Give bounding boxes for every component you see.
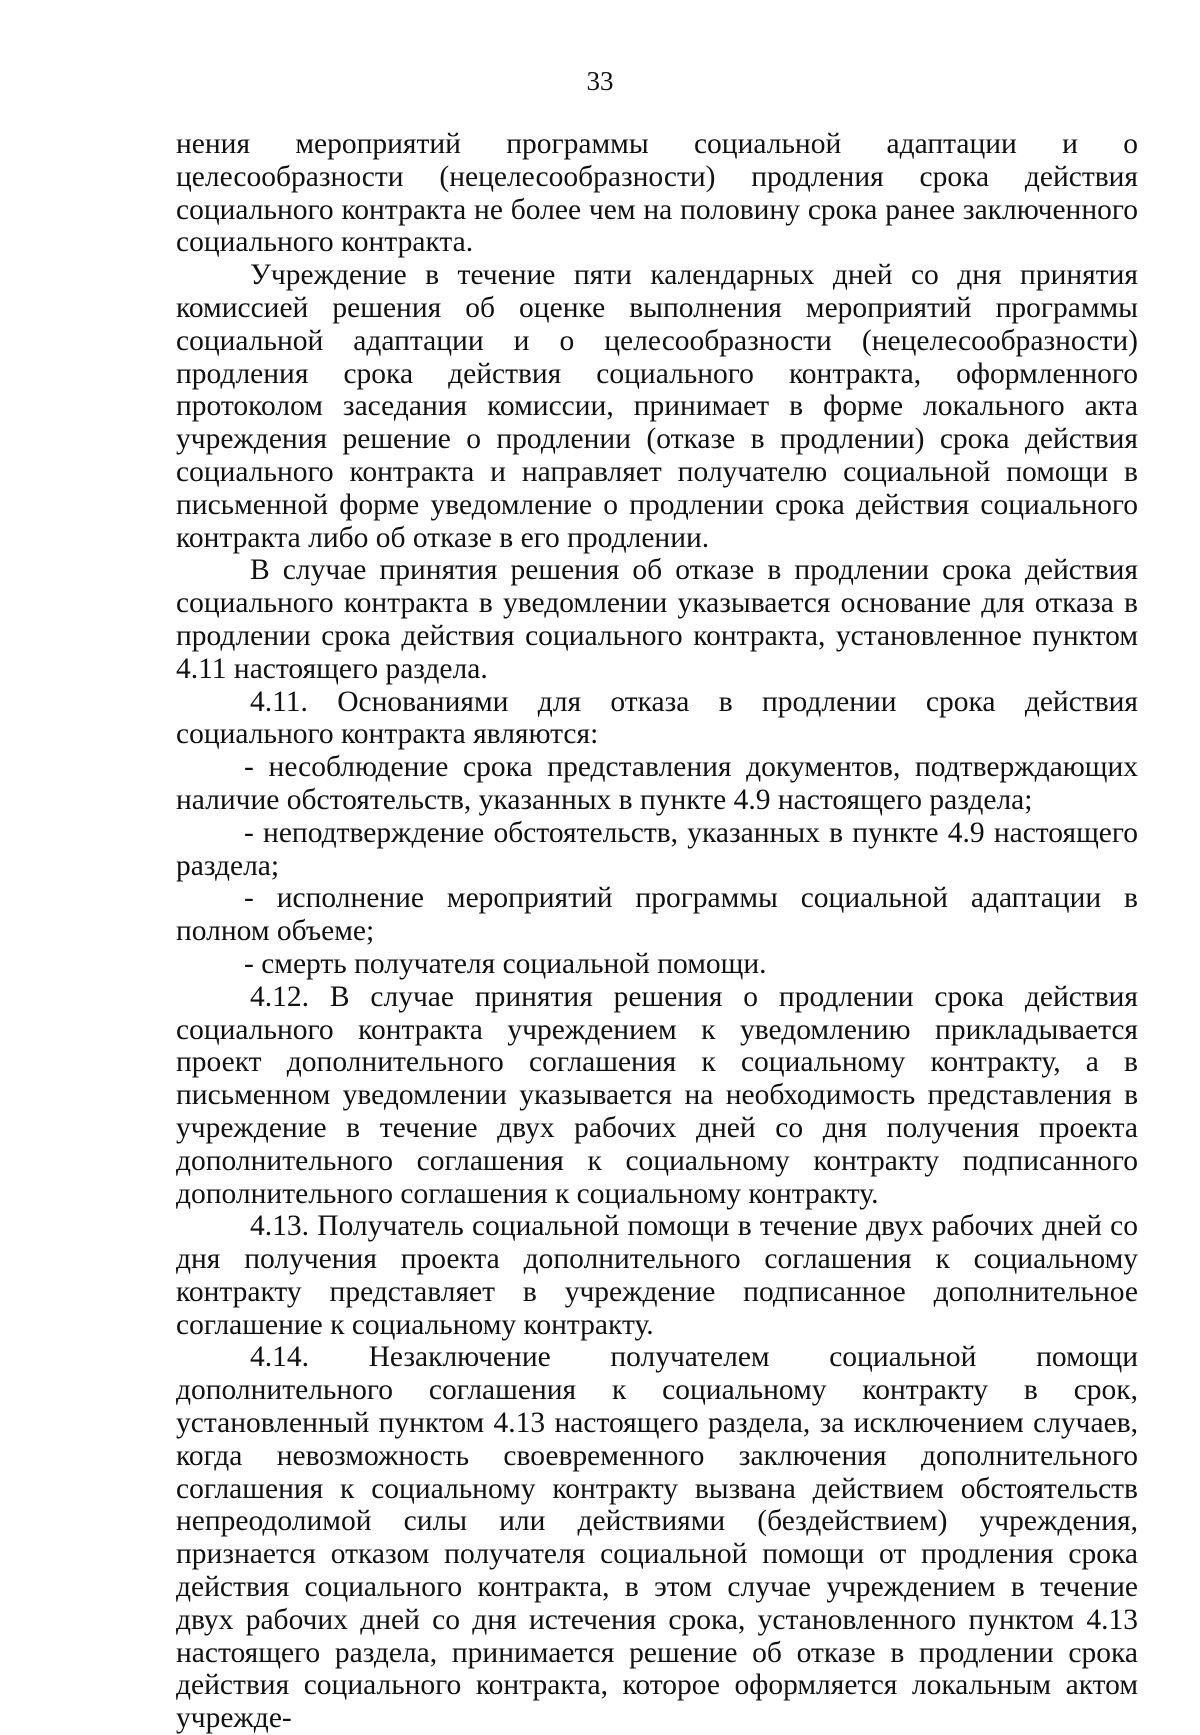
paragraph-4-13: 4.13. Получатель социальной помощи в течение двух рабочих дней со дня получения проекта дополнительного соглашения к социальному контракту представляет в учреждение подписанное дополнительное соглашение к социальному контракту. bbox=[176, 1210, 1138, 1341]
document-body bbox=[176, 128, 1138, 1735]
paragraph-4-11: 4.11. Основаниями для отказа в продлении срока действия социального контракта являются: bbox=[176, 685, 1138, 751]
page-number: 33 bbox=[586, 66, 614, 96]
paragraph-institution-decision: Учреждение в течение пяти календарных дней со дня принятия комиссией решения об оценке выполнения мероприятий программы социальной адаптации и о целесообразности (нецелесообразности) продления срока действия социального контракта, оформленного протоколом заседания комиссии, принимает в форме локального акта учреждения решение о продлении (отказе в продлении) срока действия социального контракта и направляет получателю социальной помощи в письменной форме уведомление о продлении срока действия социального контракта либо об отказе в его продлении. bbox=[176, 259, 1138, 554]
paragraph-refusal-notice: В случае принятия решения об отказе в продлении срока действия социального контракта в уведомлении указывается основание для отказа в продлении срока действия социального контракта, установленное пунктом 4.11 настоящего раздела. bbox=[176, 554, 1138, 685]
paragraph-4-12: 4.12. В случае принятия решения о продлении срока действия социального контракта учреждением к уведомлению прикладывается проект дополнительного соглашения к социальному контракту, а в письменном уведомлении указывается на необходимость представления в учреждение в течение двух рабочих дней со дня получения проекта дополнительного соглашения к социальному контракту подписанного дополнительного соглашения к социальному контракту. bbox=[176, 980, 1138, 1210]
list-item-ground-3: - исполнение мероприятий программы социальной адаптации в полном объеме; bbox=[176, 882, 1138, 948]
paragraph-4-14: 4.14. Незаключение получателем социальной помощи дополнительного соглашения к социальному контракту в срок, установленный пунктом 4.13 настоящего раздела, за исключением случаев, когда невозможность своевременного заключения дополнительного соглашения к социальному контракту вызвана действием обстоятельств непреодолимой силы или действиями (бездействием) учреждения, признается отказом получателя социальной помощи от продления срока действия социального контракта, в этом случае учреждением в течение двух рабочих дней со дня истечения срока, установленного пунктом 4.13 настоящего раздела, принимается решение об отказе в продлении срока действия социального контракта, которое оформляется локальным актом учрежде- bbox=[176, 1341, 1138, 1735]
list-item-ground-2: - неподтверждение обстоятельств, указанных в пункте 4.9 настоящего раздела; bbox=[176, 816, 1138, 882]
paragraph-continuation: нения мероприятий программы социальной адаптации и о целесообразности (нецелесообразности) продления срока действия социального контракта не более чем на половину срока ранее заключенного социального контракта. bbox=[176, 128, 1138, 259]
list-item-ground-1: - несоблюдение срока представления документов, подтверждающих наличие обстоятельств, указанных в пункте 4.9 настоящего раздела; bbox=[176, 751, 1138, 816]
list-item-ground-4: - смерть получателя социальной помощи. bbox=[244, 947, 767, 980]
